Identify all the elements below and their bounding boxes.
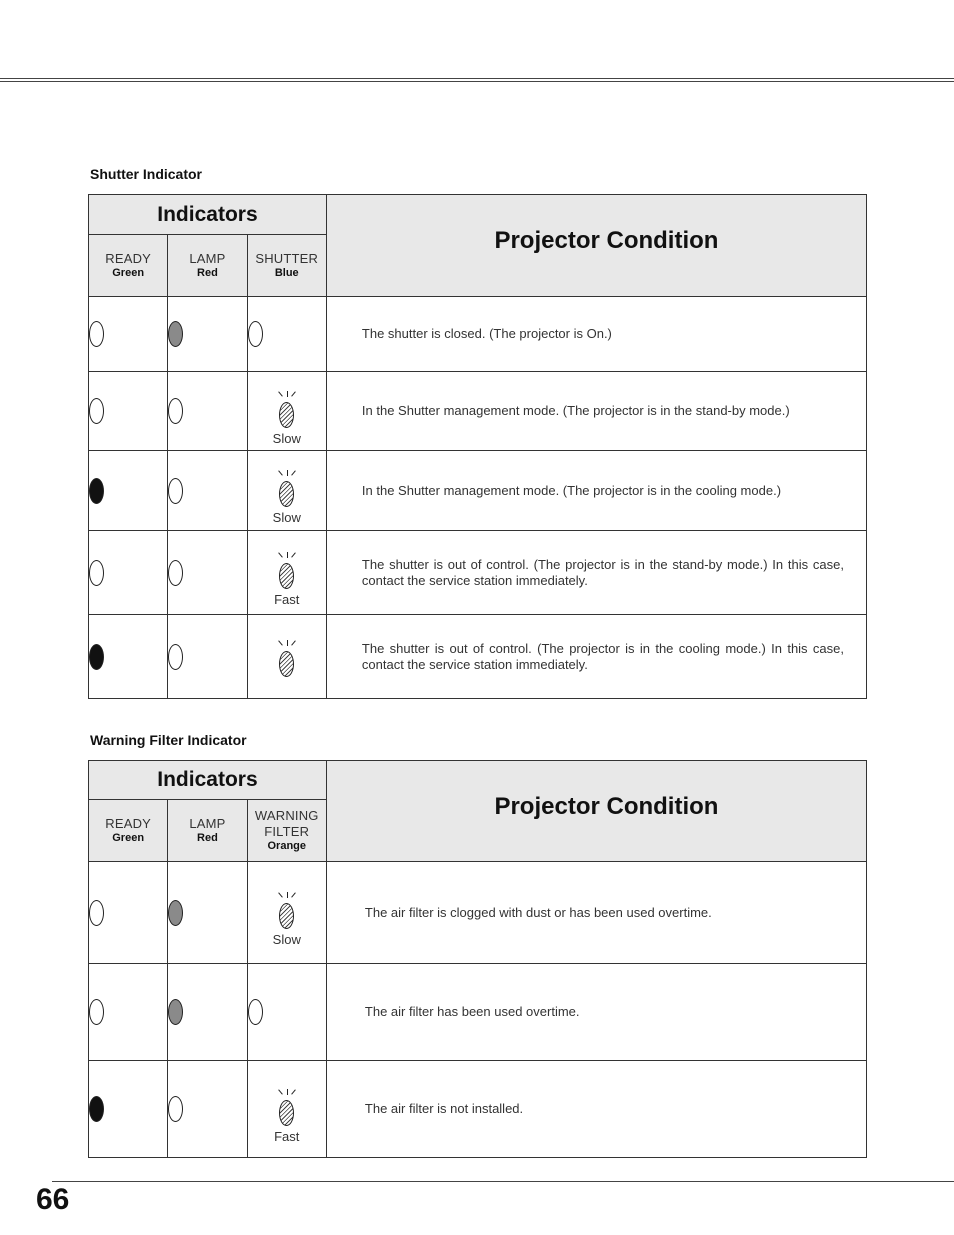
- table-row: [89, 451, 867, 531]
- condition-text: The shutter is closed. (The projector is On.): [326, 297, 866, 372]
- ready-lamp-off-icon: [89, 560, 104, 586]
- warning-filter-indicator-table: [88, 760, 867, 1158]
- blink-rays-icon: [277, 892, 297, 901]
- ready-lamp-off-icon: [89, 900, 104, 926]
- indicators-header: Indicators: [89, 761, 327, 800]
- ready-column-header: READY Green: [89, 235, 168, 297]
- shutter-indicator-table: [88, 194, 867, 699]
- lamp-column-header: LAMP Red: [168, 800, 247, 862]
- condition-text: The shutter is out of control. (The projector is in the stand-by mode.) In this case, contact the service station immediately.: [326, 531, 866, 615]
- shutter-lamp-blinking-icon: [279, 563, 294, 589]
- shutter-indicator-title: Shutter Indicator: [90, 166, 203, 182]
- warning-filter-indicator-title: Warning Filter Indicator: [90, 732, 247, 748]
- blink-speed-label: Slow: [272, 510, 301, 525]
- ready-lamp-off-icon: [89, 398, 104, 424]
- page-number: 66: [36, 1183, 70, 1216]
- indicators-header: Indicators: [89, 195, 327, 235]
- blink-speed-label: Slow: [272, 932, 301, 947]
- ready-column-header: READY Green: [89, 800, 168, 862]
- ready-lamp-off-icon: [89, 321, 104, 347]
- ready-lamp-off-icon: [89, 999, 104, 1025]
- shutter-column-header: SHUTTER Blue: [247, 235, 326, 297]
- blink-speed-label: Slow: [272, 430, 301, 446]
- table-row: [89, 297, 867, 372]
- condition-text: In the Shutter management mode. (The projector is in the cooling mode.): [326, 451, 866, 531]
- blink-speed-label: Fast: [274, 592, 300, 607]
- lamp-indicator-off-icon: [168, 1096, 183, 1122]
- lamp-indicator-off-icon: [168, 478, 183, 504]
- blink-rays-icon: [277, 640, 297, 649]
- shutter-lamp-blinking-icon: [279, 402, 294, 428]
- table-row: [89, 1061, 867, 1158]
- condition-text: The shutter is out of control. (The projector is in the cooling mode.) In this case, contact the service station immediately.: [326, 615, 866, 699]
- lamp-indicator-off-icon: [168, 560, 183, 586]
- condition-text: The air filter has been used overtime.: [326, 964, 866, 1061]
- blink-rays-icon: [277, 1089, 297, 1098]
- lamp-indicator-off-icon: [168, 644, 183, 670]
- warning-filter-lamp-blinking-icon: [279, 1100, 294, 1126]
- ready-lamp-on-icon: [89, 1096, 104, 1122]
- shutter-lamp-off-icon: [248, 321, 263, 347]
- blink-rays-icon: [277, 470, 297, 479]
- top-rule-secondary: [0, 81, 954, 82]
- warning-filter-lamp-blinking-icon: [279, 903, 294, 929]
- lamp-indicator-off-icon: [168, 398, 183, 424]
- table-row: [89, 862, 867, 964]
- condition-text: In the Shutter management mode. (The projector is in the stand-by mode.): [326, 372, 866, 451]
- blink-rays-icon: [277, 391, 297, 400]
- lamp-indicator-on-icon: [168, 900, 183, 926]
- shutter-lamp-blinking-icon: [279, 481, 294, 507]
- table-row: [89, 531, 867, 615]
- table-row: [89, 615, 867, 699]
- condition-text: The air filter is clogged with dust or has been used overtime.: [326, 862, 866, 964]
- warning-filter-column-header: WARNING FILTER Orange: [247, 800, 326, 862]
- projector-condition-header: Projector Condition: [326, 761, 866, 862]
- bottom-rule: [52, 1181, 954, 1182]
- shutter-lamp-blinking-icon: [279, 651, 294, 677]
- top-rule: [0, 78, 954, 79]
- lamp-indicator-on-icon: [168, 321, 183, 347]
- ready-lamp-on-icon: [89, 478, 104, 504]
- projector-condition-header: Projector Condition: [326, 195, 866, 297]
- lamp-column-header: LAMP Red: [168, 235, 247, 297]
- table-row: [89, 372, 867, 451]
- warning-filter-lamp-off-icon: [248, 999, 263, 1025]
- blink-speed-label: Fast: [274, 1128, 300, 1144]
- lamp-indicator-on-icon: [168, 999, 183, 1025]
- table-row: [89, 964, 867, 1061]
- condition-text: The air filter is not installed.: [326, 1061, 866, 1158]
- blink-rays-icon: [277, 552, 297, 561]
- ready-lamp-on-icon: [89, 644, 104, 670]
